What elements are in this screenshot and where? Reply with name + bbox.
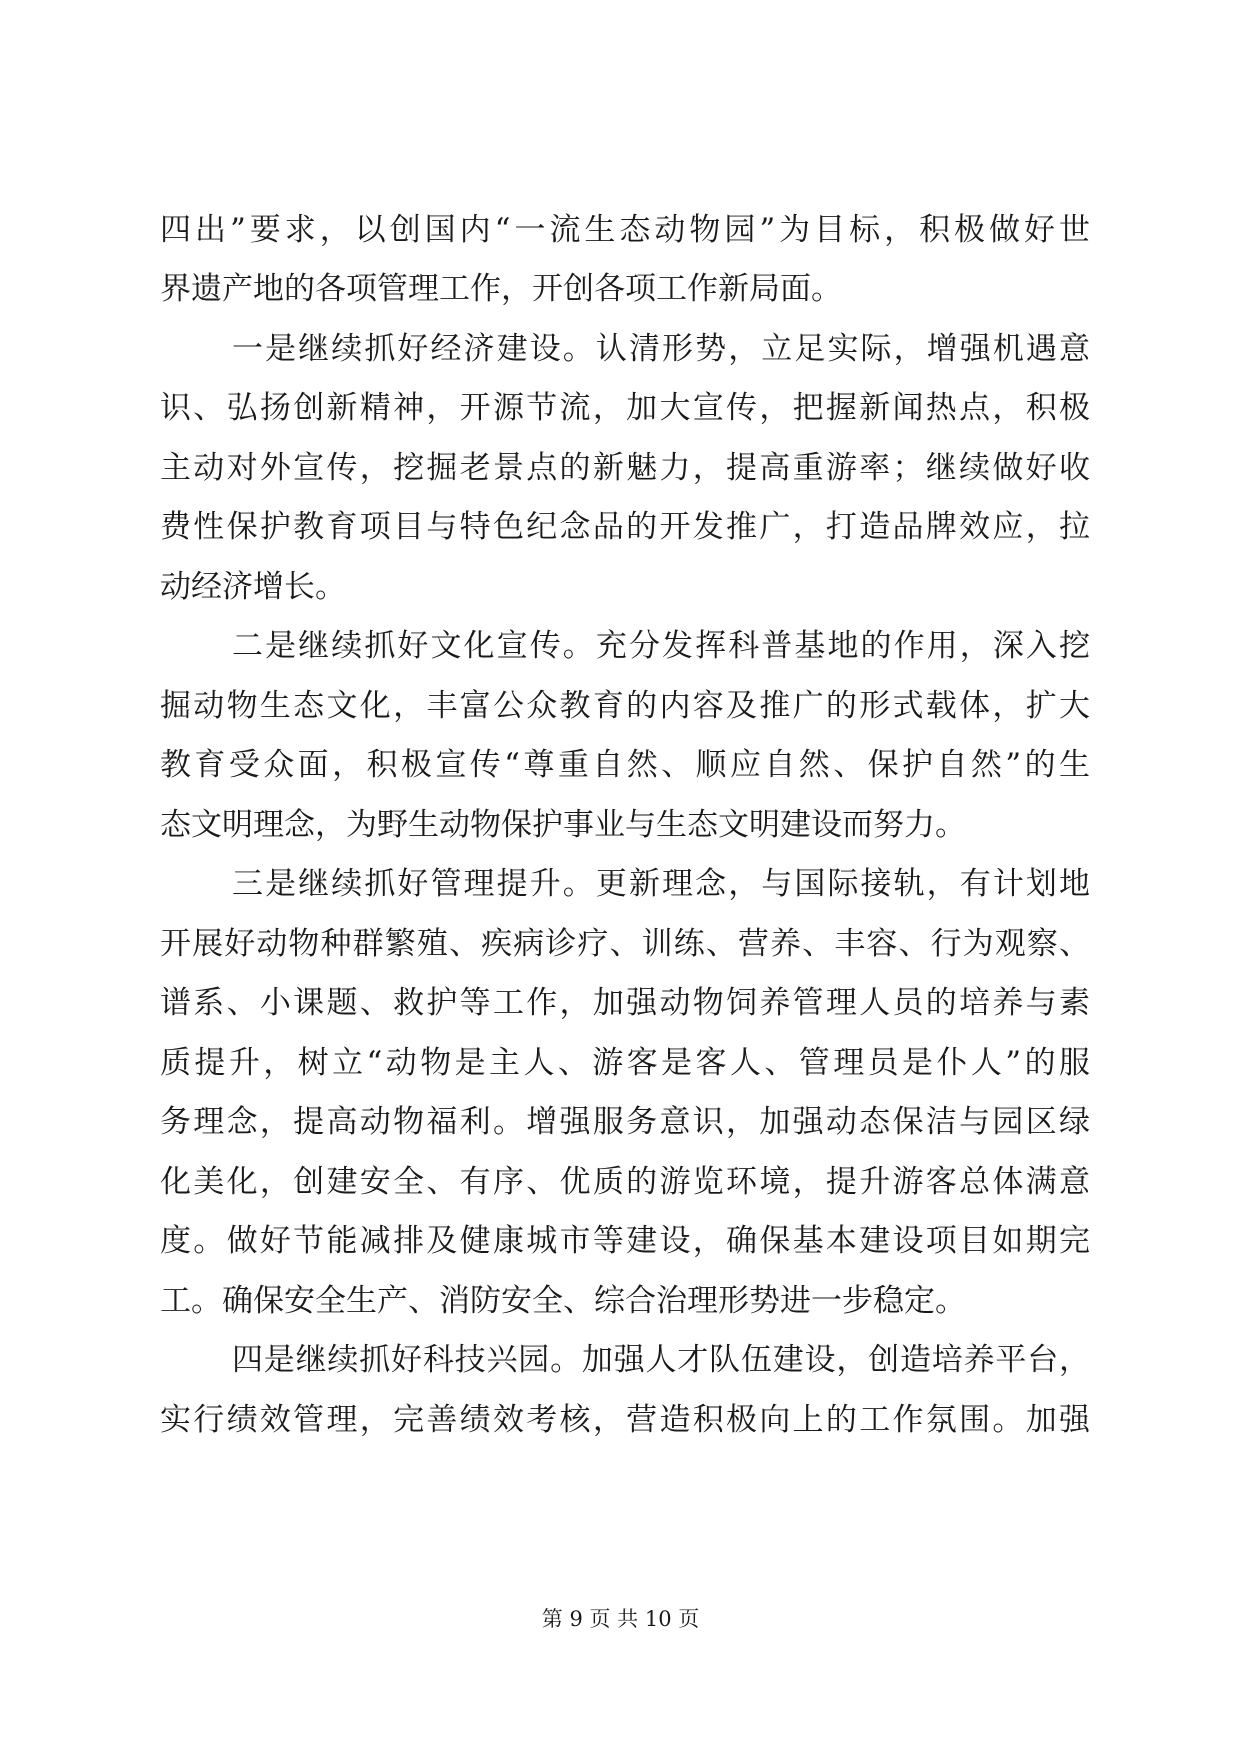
text-line: 界遗产地的各项管理工作，开创各项工作新局面。	[160, 271, 842, 307]
text-line: 掘动物生态文化，丰富公众教育的内容及推广的形式载体，扩大	[160, 688, 1090, 724]
text-line: 费性保护教育项目与特色纪念品的开发推广，打造品牌效应，拉	[160, 509, 1090, 545]
text-line: 谱系、小课题、救护等工作，加强动物饲养管理人员的培养与素	[160, 985, 1090, 1021]
page-number-footer: 第 9 页 共 10 页	[541, 1607, 700, 1631]
text-line: 主动对外宣传，挖掘老景点的新魅力，提高重游率；继续做好收	[160, 450, 1090, 486]
text-line: 质提升，树立“动物是主人、游客是客人、管理员是仆人”的服	[160, 1045, 1090, 1081]
text-line: 开展好动物种群繁殖、疾病诊疗、训练、营养、丰容、行为观察、	[160, 926, 1090, 962]
text-line: 四出”要求，以创国内“一流生态动物园”为目标，积极做好世	[160, 212, 1090, 248]
paragraph-first-line: 三是继续抓好管理提升。更新理念，与国际接轨，有计划地	[232, 866, 1090, 902]
paragraph-first-line: 四是继续抓好科技兴园。加强人才队伍建设，创造培养平台，	[232, 1342, 1090, 1378]
text-line: 化美化，创建安全、有序、优质的游览环境，提升游客总体满意	[160, 1164, 1090, 1200]
text-line: 教育受众面，积极宣传“尊重自然、顺应自然、保护自然”的生	[160, 747, 1090, 783]
paragraph-first-line: 一是继续抓好经济建设。认清形势，立足实际，增强机遇意	[232, 331, 1090, 367]
paragraph-first-line: 二是继续抓好文化宣传。充分发挥科普基地的作用，深入挖	[232, 628, 1090, 664]
text-line: 实行绩效管理，完善绩效考核，营造积极向上的工作氛围。加强	[160, 1402, 1090, 1438]
text-line: 态文明理念，为野生动物保护事业与生态文明建设而努力。	[160, 807, 966, 843]
text-line: 识、弘扬创新精神，开源节流，加大宣传，把握新闻热点，积极	[160, 390, 1090, 426]
text-line: 务理念，提高动物福利。增强服务意识，加强动态保洁与园区绿	[160, 1104, 1090, 1140]
text-line: 工。确保安全生产、消防安全、综合治理形势进一步稳定。	[160, 1283, 966, 1319]
text-line: 度。做好节能减排及健康城市等建设，确保基本建设项目如期完	[160, 1223, 1090, 1259]
text-line: 动经济增长。	[160, 569, 346, 605]
